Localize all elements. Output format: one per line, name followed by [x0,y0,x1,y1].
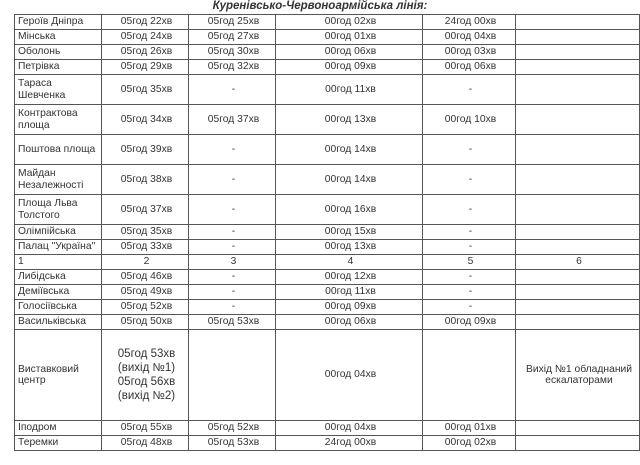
table-cell: 4 [276,255,423,270]
table-cell: 05год 55хв [102,421,189,436]
table-cell: 05год 35хв [102,75,189,105]
table-cell: 05год 33хв [102,240,189,255]
table-cell [516,270,640,285]
table-cell: - [189,270,276,285]
table-cell: - [423,270,516,285]
table-cell [516,105,640,135]
station-name-cell: Виставковий центр [15,330,102,421]
table-cell: 05год 25хв [189,15,276,30]
table-cell: - [423,225,516,240]
table-cell: - [423,195,516,225]
table-cell: 05год 27хв [189,30,276,45]
table-row [15,436,640,451]
table-cell: 00год 06хв [423,60,516,75]
table-cell: 00год 13хв [276,105,423,135]
table-cell: 05год 24хв [102,30,189,45]
table-row [15,105,640,135]
table-row [15,60,640,75]
table-cell [516,300,640,315]
table-cell [516,421,640,436]
table-cell [516,60,640,75]
table-cell [423,330,516,421]
table-cell: 05год 52хв [189,421,276,436]
table-cell: - [189,165,276,195]
table-cell: 05год 53хв (вихід №1) 05год 56хв (вихід №2) [102,330,189,421]
table-cell: 05год 46хв [102,270,189,285]
table-cell: 24год 00хв [423,15,516,30]
table-cell: - [423,165,516,195]
table-cell: 00год 04хв [276,421,423,436]
table-cell: 00год 03хв [423,45,516,60]
table-cell [189,330,276,421]
table-cell: Вихід №1 обладнаний ескалаторами [516,330,640,421]
table-cell [516,315,640,330]
table-cell: 05год 53хв [189,315,276,330]
table-cell [516,285,640,300]
table-cell: 00год 11хв [276,285,423,300]
table-cell: 05год 34хв [102,105,189,135]
table-cell: 05год 52хв [102,300,189,315]
station-name-cell: Майдан Незалежності [15,165,102,195]
table-row [15,421,640,436]
table-cell: 05год 49хв [102,285,189,300]
table-row [15,165,640,195]
table-cell: 00год 04хв [423,30,516,45]
station-name-cell: Контрактова площа [15,105,102,135]
table-cell: 00год 09хв [276,60,423,75]
station-name-cell: Мінська [15,30,102,45]
table-cell: 00год 09хв [276,300,423,315]
table-cell: 05год 37хв [102,195,189,225]
station-name-cell: Голосіївська [15,300,102,315]
station-name-cell: Іподром [15,421,102,436]
table-cell: 00год 04хв [276,330,423,421]
table-row [15,135,640,165]
table-cell: 00год 06хв [276,315,423,330]
table-cell: 00год 11хв [276,75,423,105]
table-cell: - [189,285,276,300]
table-cell: 00год 13хв [276,240,423,255]
schedule-table [14,14,640,451]
table-row [15,315,640,330]
station-name-cell: Героїв Дніпра [15,15,102,30]
table-cell: 00год 02хв [423,436,516,451]
table-cell: 6 [516,255,640,270]
table-cell: 05год 22хв [102,15,189,30]
table-cell [516,135,640,165]
table-cell: - [423,300,516,315]
table-cell: 05год 53хв [189,436,276,451]
table-cell: 3 [189,255,276,270]
table-cell: 00год 14хв [276,135,423,165]
table-cell [516,75,640,105]
station-name-cell: Палац "Україна" [15,240,102,255]
table-cell: 05год 30хв [189,45,276,60]
table-cell: - [189,240,276,255]
table-cell: 05год 38хв [102,165,189,195]
station-name-cell: Либідська [15,270,102,285]
table-cell: 05год 29хв [102,60,189,75]
table-cell: 00год 09хв [423,315,516,330]
table-cell: 2 [102,255,189,270]
table-cell: - [423,135,516,165]
table-cell: 00год 01хв [276,30,423,45]
station-name-cell: Поштова площа [15,135,102,165]
table-cell: - [189,75,276,105]
table-cell: 00год 06хв [276,45,423,60]
table-cell [516,195,640,225]
table-cell [516,165,640,195]
station-name-cell: Петрівка [15,60,102,75]
table-cell: 24год 00хв [276,436,423,451]
table-cell [516,225,640,240]
table-cell: 05год 39хв [102,135,189,165]
station-name-cell: Васильківська [15,315,102,330]
table-cell: 05год 35хв [102,225,189,240]
table-row [15,195,640,225]
table-cell: 00год 10хв [423,105,516,135]
station-name-cell: Теремки [15,436,102,451]
table-row [15,240,640,255]
table-cell: 05год 37хв [189,105,276,135]
table-cell: 00год 16хв [276,195,423,225]
table-row [15,330,640,421]
table-cell: - [423,285,516,300]
station-name-cell: 1 [15,255,102,270]
station-name-cell: Олімпійська [15,225,102,240]
table-cell [516,436,640,451]
schedule-body [15,15,640,451]
table-row [15,30,640,45]
table-row [15,15,640,30]
table-cell: 00год 14хв [276,165,423,195]
table-cell: 05год 32хв [189,60,276,75]
table-row [15,285,640,300]
table-cell: 5 [423,255,516,270]
station-name-cell: Деміївська [15,285,102,300]
table-cell: 05год 48хв [102,436,189,451]
station-name-cell: Оболонь [15,45,102,60]
table-row [15,45,640,60]
table-cell: 00год 01хв [423,421,516,436]
table-cell: 00год 15хв [276,225,423,240]
line-title: Куренівсько-Червоноармійська лінія: [212,0,428,12]
table-cell: - [189,300,276,315]
table-cell [516,30,640,45]
table-cell: - [189,135,276,165]
table-row [15,300,640,315]
table-cell: 00год 02хв [276,15,423,30]
table-row [15,75,640,105]
table-cell [516,15,640,30]
table-cell [516,240,640,255]
station-name-cell: Тараса Шевченка [15,75,102,105]
table-cell [516,45,640,60]
table-cell: - [423,75,516,105]
table-cell: - [189,195,276,225]
table-cell: 05год 50хв [102,315,189,330]
table-row [15,270,640,285]
table-row [15,225,640,240]
station-name-cell: Площа Льва Толстого [15,195,102,225]
table-cell: 05год 26хв [102,45,189,60]
table-cell: - [189,225,276,240]
table-cell: 00год 12хв [276,270,423,285]
table-cell: - [423,240,516,255]
table-row [15,255,640,270]
